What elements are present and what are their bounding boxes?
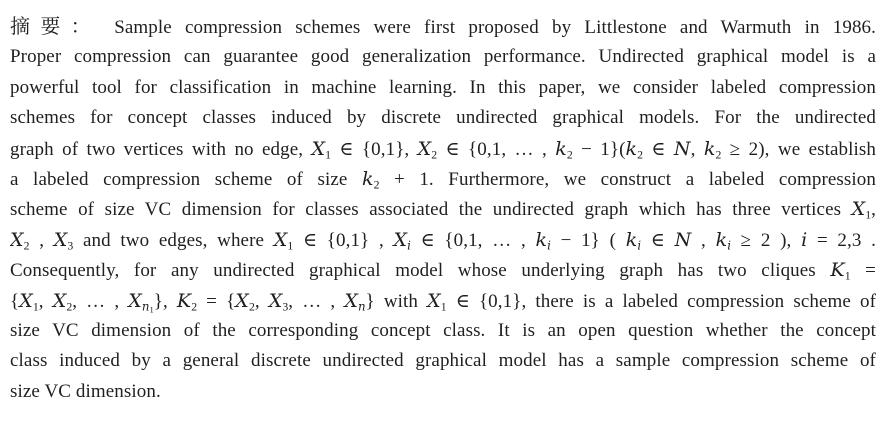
math-token: 2 — [191, 299, 198, 313]
text-run: size VC dimension of the corresponding concept class. It is an open question whether the concept — [10, 319, 876, 341]
text-run: , — [871, 199, 876, 221]
text-run: ∈ {0,1, … , — [437, 138, 556, 160]
abstract-line — [10, 194, 876, 224]
text-run: } with — [365, 290, 428, 312]
math-token: 1 — [865, 208, 872, 222]
text-run: ∈ {0,1, … , — [410, 229, 536, 251]
math-token: X — [268, 289, 283, 312]
text-run: ∈ {0,1}, — [331, 138, 418, 160]
math-token: N — [674, 228, 692, 251]
text-run: , — [38, 290, 53, 312]
abstract-line — [10, 346, 876, 376]
math-token: 3 — [282, 299, 289, 313]
text-run: − 1} ( — [550, 229, 626, 251]
math-token: 2 — [373, 178, 380, 192]
math-token: X — [417, 137, 432, 160]
math-token: k — [715, 228, 728, 251]
text-run: { — [10, 290, 20, 312]
math-token: 1 — [32, 299, 39, 313]
math-token: X — [851, 198, 866, 221]
math-token: 1 — [844, 269, 851, 283]
text-run: − 1}( — [572, 138, 626, 160]
math-token: k — [703, 137, 716, 160]
math-token: i — [407, 238, 411, 253]
math-token: i — [637, 238, 642, 253]
text-run: Consequently, for any undirected graphical model whose underlying graph has two cliques — [10, 260, 831, 282]
math-token: n — [141, 298, 150, 313]
math-token: 1 — [287, 239, 294, 253]
text-run: , — [691, 229, 716, 251]
abstract-line — [10, 316, 876, 346]
math-token: k — [625, 137, 638, 160]
text-run: size VC dimension. — [10, 380, 161, 402]
math-token: X — [19, 289, 33, 312]
text-run: schemes for concept classes induced by discrete undirected graphical models. For the undirected — [10, 107, 876, 129]
math-token: 2 — [566, 147, 573, 161]
abstract-line — [10, 286, 876, 316]
text-run: and two edges, where — [73, 229, 274, 251]
text-run: ∈ — [641, 229, 675, 251]
abstract-label: 摘要： — [10, 16, 102, 38]
text-run: }, — [153, 290, 177, 312]
math-token: 1 — [325, 147, 332, 161]
math-token: X — [393, 228, 408, 251]
math-token: 2 — [637, 147, 644, 161]
math-token: k — [361, 167, 374, 190]
math-token: 2 — [715, 147, 722, 161]
text-run: a labeled compression scheme of size — [10, 168, 362, 190]
math-token: 2 — [23, 239, 30, 253]
text-run: + 1. Furthermore, we construct a labeled compression — [379, 168, 876, 190]
math-token: X — [52, 289, 67, 312]
text-run: ∈ — [643, 138, 674, 160]
text-run: ∈ {0,1} , — [293, 229, 394, 251]
math-token: X — [235, 289, 249, 312]
text-run: Proper compression can guarantee good generalization performance. Undirected graphical model is a — [10, 46, 876, 68]
text-run: ∈ {0,1}, there is a labeled compression scheme of — [446, 290, 876, 312]
math-token: K — [830, 259, 845, 282]
math-token: k — [535, 228, 548, 251]
math-token: X — [273, 228, 288, 251]
abstract-line — [10, 377, 876, 407]
math-token: 1 — [149, 303, 154, 314]
text-run: ≥ 2 ), — [730, 229, 802, 251]
math-token: N — [673, 137, 691, 160]
math-token: X — [427, 289, 441, 312]
abstract-line — [10, 103, 876, 133]
math-token: X — [344, 289, 358, 312]
text-run: graph of two vertices with no edge, — [10, 138, 312, 160]
math-token: 2 — [248, 299, 255, 313]
text-run: , — [690, 138, 704, 160]
text-run: , — [29, 229, 54, 251]
abstract-line — [10, 225, 876, 255]
abstract-line — [10, 255, 876, 285]
math-token: X — [128, 289, 142, 312]
text-run: = 2,3 . — [807, 229, 876, 251]
text-run: ≥ 2), we establish — [721, 138, 876, 160]
math-token: 2 — [66, 299, 73, 313]
math-token: 2 — [431, 147, 438, 161]
math-token: 1 — [440, 299, 447, 313]
text-run: , … , — [288, 290, 345, 312]
math-token: n — [357, 298, 366, 313]
abstract-line — [10, 164, 876, 194]
math-token: X — [311, 137, 326, 160]
math-token: K — [176, 289, 192, 312]
text-run: , … , — [72, 290, 129, 312]
math-token: i — [727, 238, 731, 253]
abstract-line — [10, 73, 876, 103]
math-token: k — [625, 228, 638, 251]
math-token: k — [555, 137, 567, 160]
text-run: = — [850, 260, 876, 282]
math-token: X — [53, 228, 68, 251]
abstract-line — [10, 42, 876, 72]
math-token: i — [547, 238, 551, 253]
math-token: 3 — [67, 239, 74, 253]
math-token: i — [801, 228, 808, 251]
text-run: class induced by a general discrete undirected graphical model has a sample compression scheme of — [10, 350, 876, 372]
abstract-line — [10, 134, 876, 164]
text-run: scheme of size VC dimension for classes associated the undirected graph which has three vertices — [10, 199, 852, 221]
math-token: X — [10, 228, 24, 251]
abstract-paragraph — [10, 12, 876, 407]
abstract-line — [10, 12, 876, 42]
text-run: = { — [197, 290, 236, 312]
text-run: powerful tool for classification in machine learning. In this paper, we consider labeled compression — [10, 76, 876, 98]
text-run: , — [254, 290, 269, 312]
text-run: Sample compression schemes were first proposed by Littlestone and Warmuth in 1986. — [101, 17, 876, 38]
